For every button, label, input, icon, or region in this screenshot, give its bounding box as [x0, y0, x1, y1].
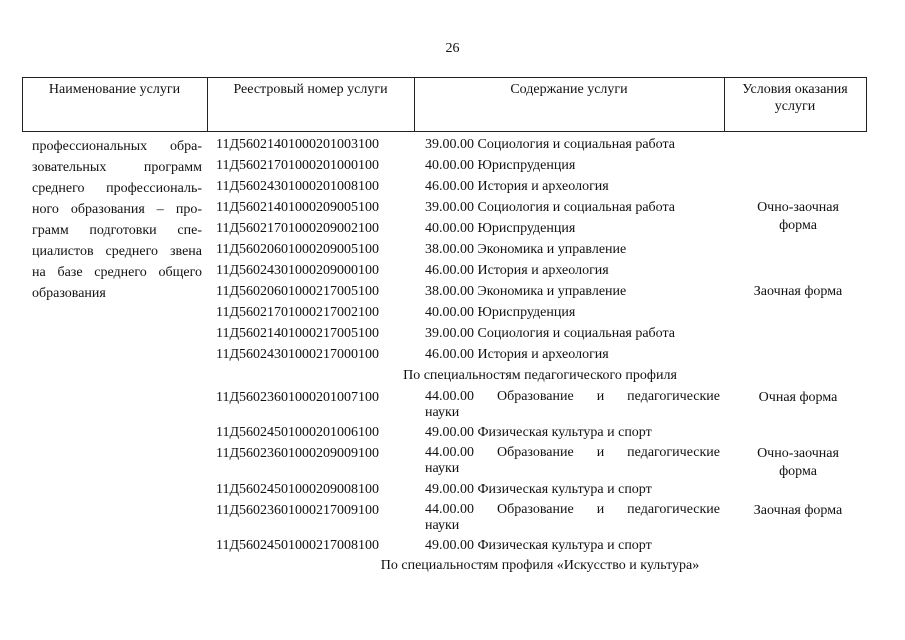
service-content-line: науки: [425, 461, 460, 476]
registry-number: 11Д56021701000217002100: [216, 305, 380, 320]
registry-number: 11Д56020601000217005100: [216, 284, 380, 299]
service-content: [425, 389, 720, 421]
service-content: 39.00.00 Социология и социальная работа: [425, 200, 675, 215]
service-content: 39.00.00 Социология и социальная работа: [425, 326, 675, 341]
service-content: 46.00.00 История и археология: [425, 179, 609, 194]
service-name-line: ного образования – про-: [32, 202, 202, 217]
service-content: 49.00.00 Физическая культура и спорт: [425, 482, 652, 497]
service-content: [425, 502, 720, 534]
registry-number: 11Д56024301000201008100: [216, 179, 380, 194]
service-content-line: науки: [425, 405, 460, 420]
registry-number: 11Д56023601000217009100: [216, 503, 380, 518]
service-name-line: профессиональных обра-: [32, 139, 202, 154]
condition-part-time-line2: форма: [779, 218, 817, 233]
registry-number: 11Д56024501000201006100: [216, 425, 380, 440]
condition-part-time-line2: форма: [779, 464, 817, 479]
condition-part-time-line1: Очно-заочная: [757, 200, 839, 215]
registry-number: 11Д56021401000201003100: [216, 137, 380, 152]
registry-number: 11Д56021401000217005100: [216, 326, 380, 341]
service-content-line: науки: [425, 518, 460, 533]
header-service-name: Наименование услуги: [48, 82, 181, 97]
service-name-line: зовательных программ: [32, 160, 202, 175]
service-content: 38.00.00 Экономика и управление: [425, 242, 627, 257]
section-heading-arts-culture: По специальностям профиля «Искусство и культура»: [380, 558, 700, 573]
service-content-line: 44.00.00 Образование и педагогические: [425, 389, 720, 404]
service-name-line: циалистов среднего звена: [32, 244, 202, 259]
service-content-line: 44.00.00 Образование и педагогические: [425, 502, 720, 517]
registry-number: 11Д56024501000217008100: [216, 538, 380, 553]
registry-number: 11Д56021401000209005100: [216, 200, 380, 215]
service-content-line: 44.00.00 Образование и педагогические: [425, 445, 720, 460]
registry-number: 11Д56023601000209009100: [216, 446, 380, 461]
condition-extramural: Заочная форма: [753, 503, 843, 518]
registry-number: 11Д56021701000209002100: [216, 221, 380, 236]
condition-extramural: Заочная форма: [753, 284, 843, 299]
service-name-line: образования: [32, 286, 106, 301]
service-name-line: на базе среднего общего: [32, 265, 202, 280]
service-content: 49.00.00 Физическая культура и спорт: [425, 425, 652, 440]
service-content: 40.00.00 Юриспруденция: [425, 221, 576, 236]
service-content: 40.00.00 Юриспруденция: [425, 305, 576, 320]
service-content: 39.00.00 Социология и социальная работа: [425, 137, 675, 152]
header-service-content: Содержание услуги: [510, 82, 628, 97]
condition-part-time-line1: Очно-заочная: [757, 446, 839, 461]
header-conditions-line2: услуги: [774, 99, 816, 114]
registry-number: 11Д56024301000209000100: [216, 263, 380, 278]
section-heading-pedagogical: По специальностям педагогического профиля: [403, 368, 677, 383]
service-content: 46.00.00 История и археология: [425, 347, 609, 362]
table-header-bottom-border: [22, 131, 867, 132]
condition-full-time: Очная форма: [758, 390, 838, 405]
registry-number: 11Д56023601000201007100: [216, 390, 380, 405]
header-conditions-line1: Условия оказания: [742, 82, 848, 97]
service-content: 49.00.00 Физическая культура и спорт: [425, 538, 652, 553]
registry-number: 11Д56024301000217000100: [216, 347, 380, 362]
service-content: [425, 445, 720, 477]
service-name-line: среднего профессиональ-: [32, 181, 202, 196]
service-name-line: грамм подготовки спе-: [32, 223, 202, 238]
service-name: [32, 136, 202, 304]
registry-number: 11Д56021701000201000100: [216, 158, 380, 173]
table-border-right: [866, 77, 867, 132]
table-header-top-border: [22, 77, 867, 78]
service-content: 46.00.00 История и археология: [425, 263, 609, 278]
registry-number: 11Д56020601000209005100: [216, 242, 380, 257]
header-registry-number: Реестровый номер услуги: [233, 82, 388, 97]
page-number: 26: [445, 41, 460, 56]
service-content: 40.00.00 Юриспруденция: [425, 158, 576, 173]
registry-number: 11Д56024501000209008100: [216, 482, 380, 497]
service-content: 38.00.00 Экономика и управление: [425, 284, 627, 299]
